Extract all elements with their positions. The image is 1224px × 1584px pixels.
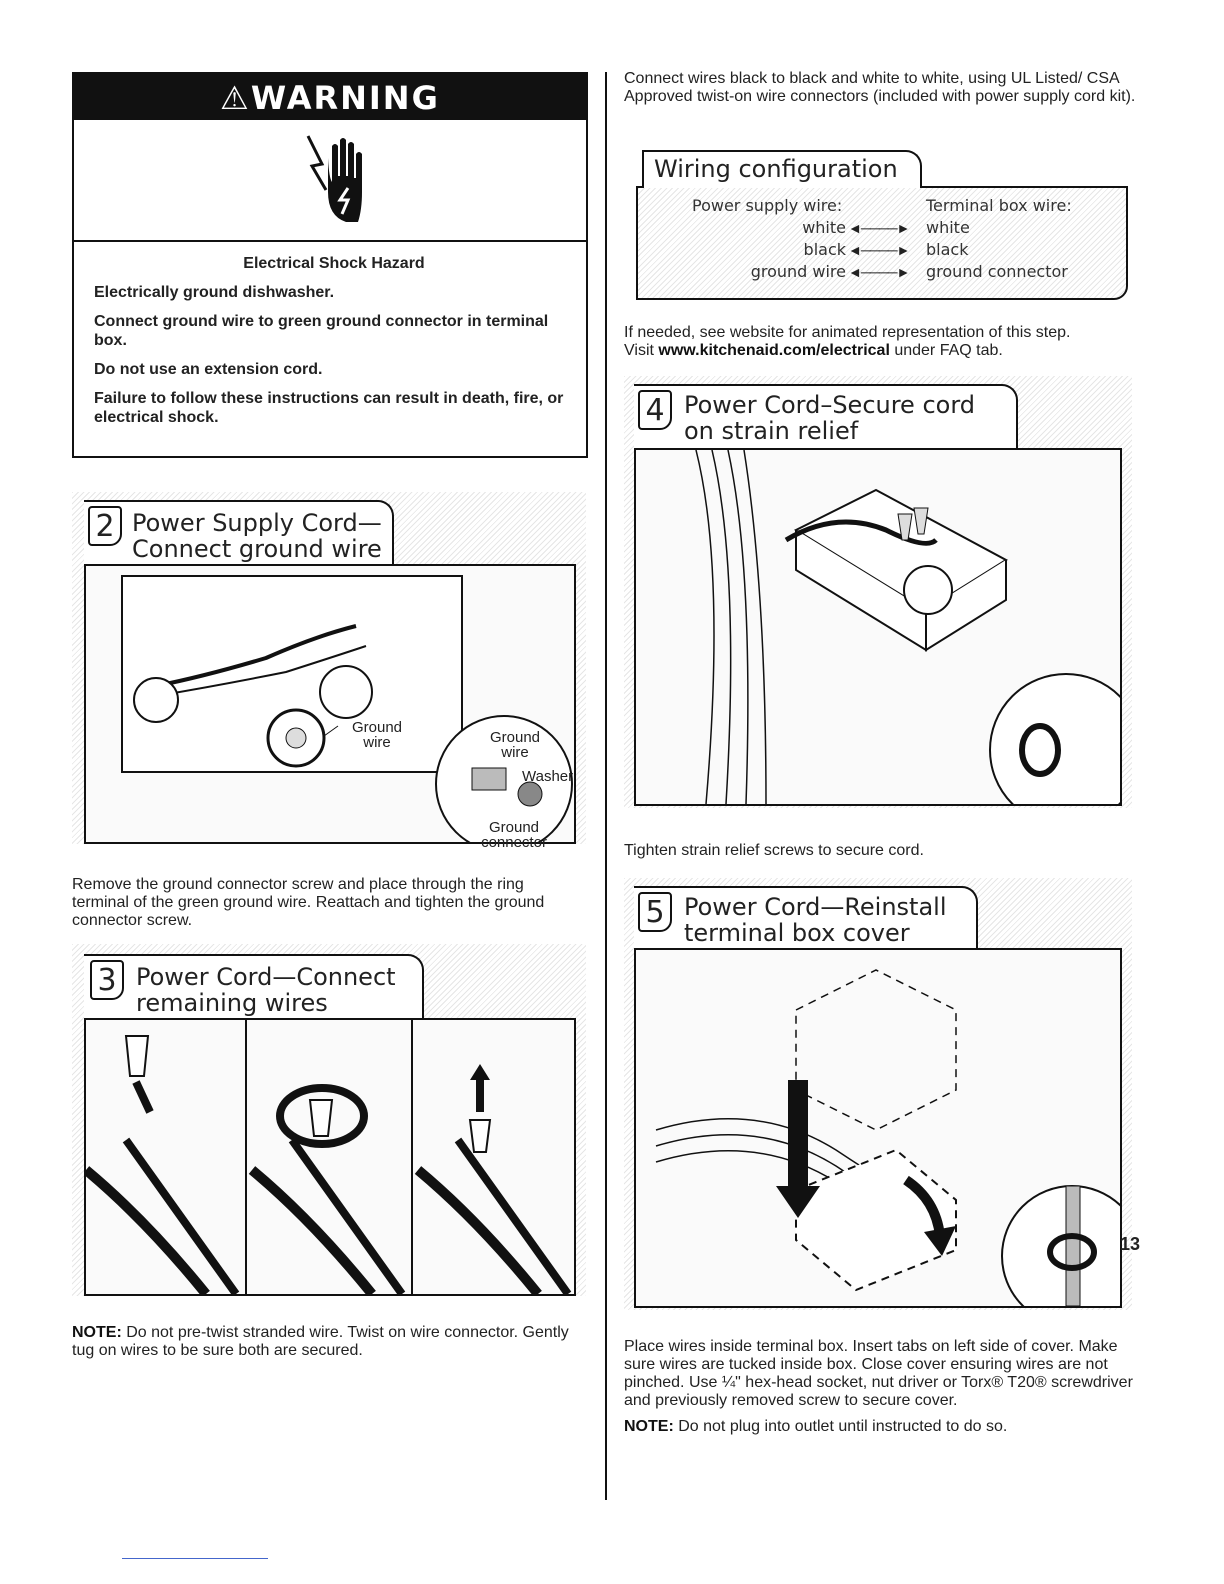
right-intro-text: Connect wires black to black and white to white, using UL Listed/ CSA Approved twist-on wire connectors (included with power supply cord kit).: [624, 70, 1136, 105]
step5-number: 5: [638, 892, 672, 932]
note-label: NOTE:: [72, 1324, 122, 1341]
warning-line: Do not use an extension cord.: [94, 361, 323, 378]
step2-text: Remove the ground connector screw and place through the ring terminal of the green ground wire. Reattach and tighten the ground connector screw.: [72, 876, 545, 929]
step4-text: Tighten strain relief screws to secure cord.: [624, 842, 924, 859]
wiring-configuration-title: Wiring configuration: [642, 150, 922, 188]
step3-note: [72, 1324, 584, 1360]
electrical-shock-hand-icon: [300, 130, 364, 234]
ground-wire-illustration: [86, 566, 574, 842]
step5-title-line2: terminal box cover: [684, 919, 910, 947]
wiring-row-right: white: [926, 218, 970, 237]
faq-text: under FAQ tab.: [889, 342, 1003, 359]
page-number: 13: [1120, 1234, 1141, 1254]
warning-line: Electrically ground dishwasher.: [94, 284, 335, 301]
ground-wire-inset-callout: Ground wire: [489, 729, 541, 761]
step3-title-line2: remaining wires: [136, 989, 328, 1017]
step4-title-line2: on strain relief: [684, 417, 859, 445]
wiring-row-left: ground wire: [750, 262, 846, 281]
warning-text: [94, 254, 574, 437]
double-arrow-icon: ◄────►: [848, 220, 910, 236]
column-divider: [605, 72, 607, 1500]
hazard-title: Electrical Shock Hazard: [243, 255, 425, 272]
step4-title-line1: Power Cord–Secure cord: [684, 391, 976, 419]
wiring-configuration: [636, 150, 1128, 300]
step2-title-line2: Connect ground wire: [132, 535, 382, 563]
step5-title: [684, 894, 947, 946]
website-note: [624, 324, 1144, 360]
step4-illustration: [634, 448, 1122, 806]
warning-header: ⚠WARNING: [74, 74, 586, 120]
note-text: Do not pre-twist stranded wire. Twist on wire connector. Gently tug on wires to be sure both are secured.: [72, 1324, 569, 1359]
note-text: Do not plug into outlet until instructed to do so.: [673, 1418, 1008, 1435]
warning-line: Connect ground wire to green ground connector in terminal box.: [94, 313, 549, 349]
wiring-row-right: ground connector: [926, 262, 1068, 281]
wiring-header-left: Power supply wire:: [692, 196, 843, 215]
website-note-line1: If needed, see website for animated representation of this step.: [624, 324, 1071, 341]
ground-connector-callout: Ground connector: [481, 819, 547, 851]
wiring-row-right: black: [926, 240, 969, 259]
note-label: NOTE:: [624, 1418, 674, 1435]
warning-box: [72, 72, 588, 458]
step3-number: 3: [90, 960, 124, 1000]
double-arrow-icon: ◄────►: [848, 242, 910, 258]
wiring-row-left: white: [802, 218, 846, 237]
strain-relief-illustration: [636, 450, 1120, 804]
step3-title: [136, 964, 396, 1016]
website-note-line2: [624, 342, 1144, 360]
step2-title: [132, 510, 382, 562]
warning-line: Failure to follow these instructions can result in death, fire, or electrical shock.: [94, 390, 564, 426]
step5-illustration: [634, 948, 1122, 1308]
step3-title-line1: Power Cord—Connect: [136, 963, 396, 991]
step2-title-line1: Power Supply Cord—: [132, 509, 382, 537]
step5-note: [624, 1418, 1134, 1436]
terminal-box-cover-illustration: [636, 950, 1120, 1306]
step2-number: 2: [88, 506, 122, 546]
footer-rule: [122, 1558, 268, 1559]
double-arrow-icon: ◄────►: [848, 264, 910, 280]
wire-connector-illustration: [86, 1020, 574, 1294]
visit-text: Visit: [624, 342, 659, 359]
step4-title: [684, 392, 975, 444]
step5-title-line1: Power Cord—Reinstall: [684, 893, 947, 921]
step5-text: Place wires inside terminal box. Insert tabs on left side of cover. Make sure wires are tucked inside box. Close cover ensuring wires are not pinched. Use ¼" hex-head socket, nut driver or Torx® T20® screwdriver and previously removed screw to secure cover.: [624, 1338, 1133, 1409]
website-link[interactable]: www.kitchenaid.com/electrical: [658, 342, 890, 359]
wiring-row-left: black: [803, 240, 846, 259]
step4-number: 4: [638, 390, 672, 430]
ground-wire-callout: Ground wire: [351, 719, 403, 751]
step3-illustration: [84, 1018, 576, 1296]
washer-callout: Washer: [522, 768, 574, 785]
warning-icon-area: [74, 120, 586, 242]
wiring-header-right: Terminal box wire:: [926, 196, 1072, 215]
step2-illustration: [84, 564, 576, 851]
step5-text-block: [624, 1338, 1134, 1436]
